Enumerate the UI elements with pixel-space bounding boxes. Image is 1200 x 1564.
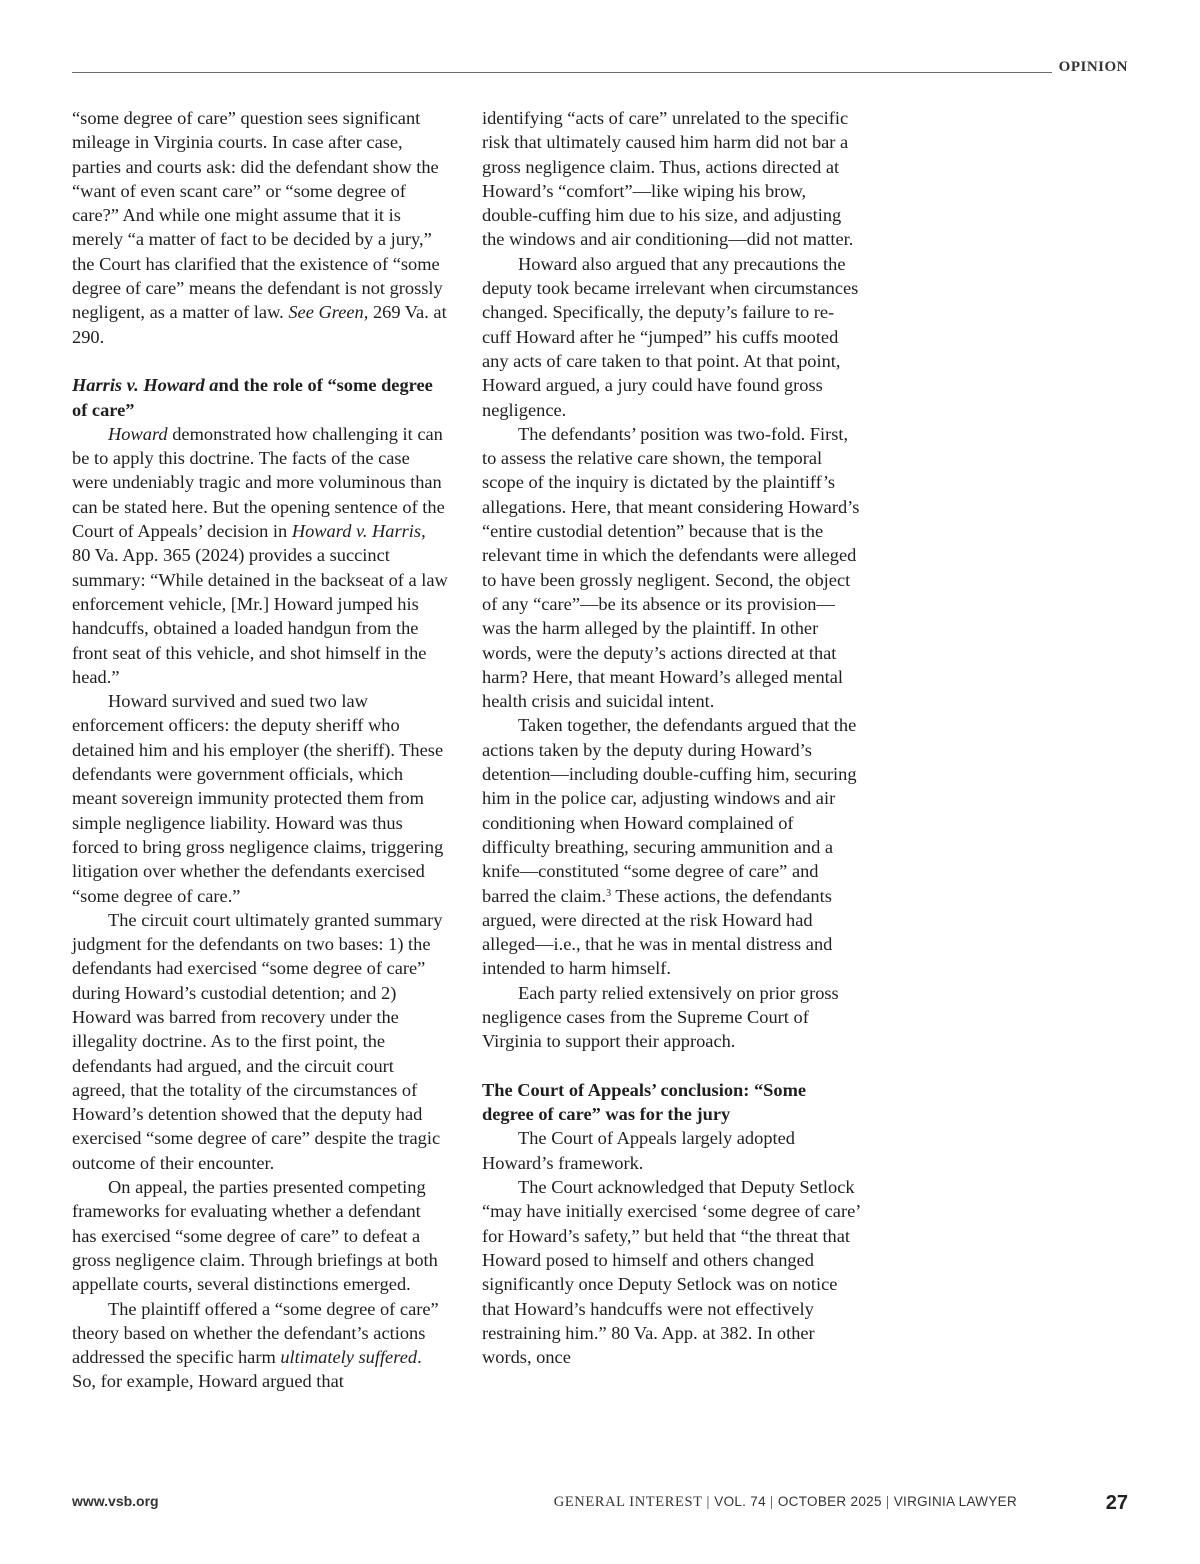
paragraph: Howard survived and sued two law enforcement officers: the deputy sheriff who detained him and his employer (the sheriff). These defendants were government officials, which meant sovereign immunity protected them from simple negligence liability. Howard was thus forced to bring gross negligence claims, triggering litigation over whether the defendants exercised “some degree of care.” [72,691,444,906]
footer-publication-info: GENERAL INTEREST | VOL. 74 | OCTOBER 2025 | VIRGINIA LAWYER [553,1494,1017,1510]
paragraph: On appeal, the parties presented competing frameworks for evaluating whether a defendant has exercised “some degree of care” to defeat a gross negligence claim. Through briefings at both appellate courts, several distinctions emerged. [72,1177,438,1295]
paragraph: identifying “acts of care” unrelated to the specific risk that ultimately caused him harm did not bar a gross negligence claim. Thus, actions directed at Howard’s “comfort”—like wiping his brow, double-cuffing him due to his size, and adjusting the windows and air conditioning—did not matter. [482,108,854,250]
paragraph: “some degree of care” question sees significant mileage in Virginia courts. In case after case, parties and courts ask: did the defendant show the “want of even scant care” or “some degree of care?” And while one might assume that it is merely “a matter of fact to be decided by a jury,” the Court has clarified that the existence of “some degree of care” means the defendant is not grossly negligent, as a matter of law. See Green, 269 Va. at 290. [72,108,447,347]
page-number: 27 [1105,1492,1128,1514]
section-heading: The Court of Appeals’ conclusion: “Some degree of care” was for the jury [482,1079,807,1125]
paragraph: The defendants’ position was two-fold. First, to assess the relative care shown, the temporal scope of the inquiry is dictated by the plaintiff’s allegations. Here, that meant considering Howard’s “entire custodial detention” because that is the relevant time in which the defendants were alleged to have been grossly negligent. Second, the object of any “care”—be its absence or its provision—was the harm alleged by the plaintiff. In other words, were the deputy’s actions directed at that harm? Here, that meant Howard’s alleged mental health crisis and suicidal intent. [482,423,860,712]
paragraph: The Court acknowledged that Deputy Setlock “may have initially exercised ‘some degree of care’ for Howard’s safety,” but held that “the threat that Howard posed to himself and others changed significantly once Deputy Setlock was on notice that Howard’s handcuffs were not effectively restraining him.” 80 Va. App. at 382. In other words, once [482,1177,861,1368]
section-heading: Harris v. Howard and the role of “some degree of care” [72,375,433,420]
paragraph: The circuit court ultimately granted summary judgment for the defendants on two bases: 1) the defendants had exercised “some degree of care” during Howard’s custodial detention; and 2) Howard was barred from recovery under the illegality doctrine. As to the first point, the defendants had argued, and the circuit court agreed, that the totality of the circumstances of Howard’s detention showed that the deputy had exercised “some degree of care” despite the tragic outcome of their encounter. [72,909,443,1173]
paragraph: Howard also argued that any precautions the deputy took became irrelevant when circumstances changed. Specifically, the deputy’s failure to re-cuff Howard after he “jumped” his cuffs mooted any acts of care taken to that point. At that point, Howard argued, a jury could have found gross negligence. [482,253,859,420]
paragraph: The Court of Appeals largely adopted Howard’s framework. [482,1128,795,1173]
paragraph: Howard demonstrated how challenging it can be to apply this doctrine. The facts of the case were undeniably tragic and more voluminous than can be stated here. But the opening sentence of the Court of Appeals’ decision in Howard v. Harris, 80 Va. App. 365 (2024) provides a succinct summary: “While detained in the backseat of a law enforcement vehicle, [Mr.] Howard jumped his handcuffs, obtained a loaded handgun from the front seat of this vehicle, and shot himself in the head.” [72,423,448,687]
paragraph: Taken together, the defendants argued that the actions taken by the deputy during Howard’s detention—including double-cuffing him, securing him in the police car, adjusting windows and air conditioning when Howard complained of difficulty breathing, securing ammunition and a knife—constituted “some degree of care” and barred the claim.$^3$ These actions, the defendants argued, were directed at the risk Howard had alleged—i.e., that he was in mental distress and intended to harm himself. [482,715,857,979]
header-rule [72,72,1052,73]
section-label: OPINION [1058,59,1128,75]
paragraph: Each party relied extensively on prior gross negligence cases from the Supreme Court of Virginia to support their approach. [482,982,839,1052]
footer-website: www.vsb.org [72,1493,159,1509]
right-column [482,106,860,1369]
paragraph: The plaintiff offered a “some degree of care” theory based on whether the defendant’s actions addressed the specific harm ultimately suffered. So, for example, Howard argued that [72,1298,439,1392]
left-column [72,106,448,1394]
footnote-ref: 3 [606,887,612,899]
